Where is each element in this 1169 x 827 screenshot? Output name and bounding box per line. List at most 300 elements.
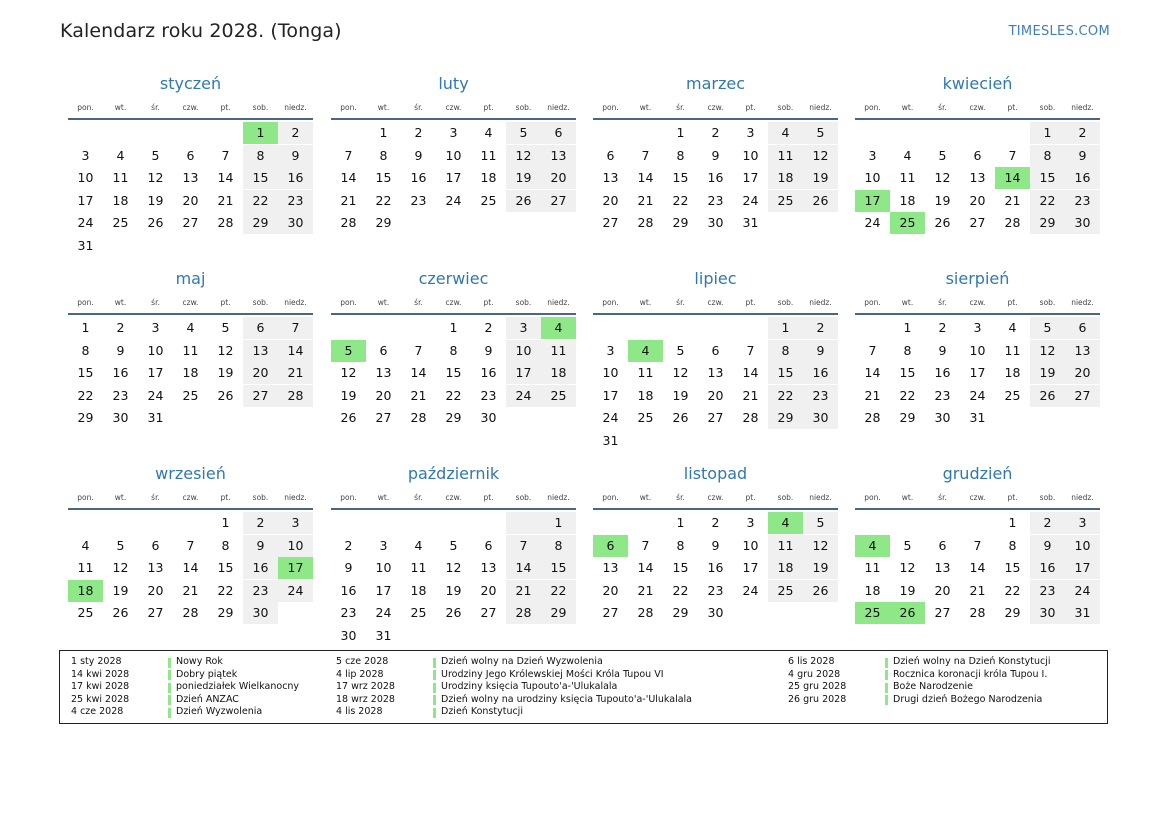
weekday-label: sob. — [515, 103, 532, 112]
weekday-label: wt. — [114, 103, 127, 112]
calendar-day: 29 — [243, 212, 278, 234]
calendar-day: 21 — [742, 387, 759, 403]
calendar-day: 1 — [541, 512, 576, 534]
calendar-day: 14 — [340, 170, 357, 185]
calendar-day: 8 — [541, 535, 576, 557]
week-row — [593, 122, 838, 144]
holiday-name: Nowy Rok — [176, 656, 223, 667]
calendar-day: 12 — [445, 560, 462, 575]
empty-day — [698, 317, 733, 339]
week-row — [855, 145, 1100, 167]
legend-column — [71, 656, 299, 719]
calendar-day: 23 — [803, 385, 838, 407]
legend-item — [788, 669, 1051, 682]
weekday-label: pon. — [602, 493, 619, 502]
calendar-day: 17 — [77, 192, 94, 208]
calendar-day: 11 — [864, 560, 881, 575]
calendar-day: 22 — [243, 190, 278, 212]
calendar-day: 20 — [602, 192, 619, 208]
weekday-label: czw. — [707, 493, 724, 502]
calendar-day: 1 — [1008, 515, 1017, 530]
month-name: marzec — [685, 74, 745, 93]
calendar-day: 4 — [414, 537, 423, 553]
calendar-day: 19 — [445, 582, 462, 598]
empty-day — [173, 407, 208, 429]
calendar-day: 17 — [742, 560, 759, 575]
calendar-day: 27 — [480, 605, 497, 620]
holiday-name: Boże Narodzenie — [893, 681, 973, 692]
calendar-day: 25 — [768, 580, 803, 602]
month-name: sierpień — [945, 269, 1010, 288]
weekday-header — [68, 488, 313, 510]
calendar-day: 2 — [1065, 122, 1100, 144]
weekday-label: niedz. — [284, 298, 307, 307]
week-row — [68, 317, 313, 339]
calendar-day: 24 — [147, 387, 164, 403]
month-name: listopad — [683, 464, 748, 483]
calendar-day: 23 — [112, 387, 129, 403]
month-days — [855, 512, 1100, 624]
month-days — [68, 317, 313, 429]
calendar-day: 12 — [803, 535, 838, 557]
empty-day — [1065, 407, 1100, 429]
week-row — [68, 362, 313, 384]
calendar-day: 9 — [803, 340, 838, 362]
calendar-day: 11 — [112, 170, 129, 185]
week-row — [68, 535, 313, 557]
weekday-label: czw. — [182, 493, 199, 502]
calendar-day: 28 — [637, 215, 654, 230]
calendar-day: 18 — [864, 582, 881, 598]
calendar-day: 16 — [278, 167, 313, 189]
empty-day — [803, 602, 838, 624]
calendar-day: 16 — [340, 582, 357, 598]
calendar-day: 14 — [637, 560, 654, 575]
calendar-day: 29 — [217, 605, 234, 620]
calendar-day: 20 — [182, 192, 199, 208]
calendar-day: 3 — [606, 342, 615, 358]
weekday-label: sob. — [252, 103, 269, 112]
holiday-date: 18 wrz 2028 — [336, 693, 395, 705]
calendar-day: 22 — [375, 192, 392, 208]
legend-column — [788, 656, 1051, 706]
week-row — [855, 340, 1100, 362]
empty-day — [663, 430, 698, 452]
week-row — [855, 167, 1100, 189]
calendar-day: 21 — [864, 387, 881, 403]
calendar-day: 11 — [637, 365, 654, 380]
weekday-header — [855, 488, 1100, 510]
weekday-label: śr. — [151, 103, 160, 112]
calendar-day: 25 — [112, 215, 129, 230]
calendar-day: 23 — [1065, 190, 1100, 212]
calendar-day: 26 — [112, 605, 129, 620]
weekday-label: pt. — [483, 298, 494, 307]
empty-day — [471, 512, 506, 534]
calendar-day: 26 — [340, 410, 357, 425]
calendar-day: 11 — [480, 147, 497, 163]
calendar-day: 5 — [803, 122, 838, 144]
calendar-day: 21 — [506, 580, 541, 602]
calendar-day: 15 — [1004, 560, 1021, 575]
calendar-day: 3 — [278, 512, 313, 534]
calendar-day: 22 — [672, 582, 689, 598]
holiday-name: Dzień wolny na Dzień Konstytucji — [893, 656, 1051, 667]
calendar-day: 30 — [1065, 212, 1100, 234]
calendar-day: 10 — [969, 342, 986, 358]
month-name: grudzień — [942, 464, 1013, 483]
weekday-label: niedz. — [809, 298, 832, 307]
week-row — [855, 122, 1100, 144]
calendar-day: 10 — [147, 342, 164, 358]
holiday-date: 26 gru 2028 — [788, 693, 847, 705]
week-row — [855, 362, 1100, 384]
weekday-label: pon. — [77, 493, 94, 502]
weekday-label: wt. — [639, 298, 652, 307]
calendar-day: 7 — [641, 147, 650, 163]
holiday-date: 25 gru 2028 — [788, 681, 847, 692]
calendar-day: 19 — [934, 192, 951, 208]
week-row — [331, 535, 576, 557]
calendar-day: 19 — [112, 582, 129, 598]
calendar-day: 8 — [676, 147, 685, 163]
calendar-day: 6 — [541, 122, 576, 144]
week-row — [855, 602, 1100, 624]
calendar-day: 29 — [899, 410, 916, 425]
calendar-day: 14 — [278, 340, 313, 362]
empty-day — [173, 235, 208, 257]
calendar-day: 11 — [541, 340, 576, 362]
holiday-marker — [885, 683, 888, 693]
weekday-label: czw. — [445, 103, 462, 112]
empty-day — [733, 317, 768, 339]
holiday-date: 14 kwi 2028 — [71, 668, 130, 680]
week-row — [855, 317, 1100, 339]
weekday-header — [855, 98, 1100, 120]
calendar-day: 26 — [803, 190, 838, 212]
empty-day — [401, 625, 436, 647]
calendar-day: 27 — [602, 605, 619, 620]
holiday-name: Dobry piątek — [176, 668, 238, 680]
calendar-day: 13 — [602, 560, 619, 575]
calendar-day: 28 — [217, 215, 234, 230]
holiday-marker — [885, 670, 888, 680]
calendar-day: 17 — [147, 365, 164, 380]
weekday-label: niedz. — [1071, 493, 1094, 502]
calendar-day: 12 — [672, 365, 689, 380]
holiday-date: 4 lis 2028 — [336, 706, 383, 717]
week-row — [68, 385, 313, 407]
brand-link[interactable]: TIMESLES.COM — [1008, 24, 1110, 39]
empty-day — [890, 512, 925, 534]
calendar-day: 10 — [506, 340, 541, 362]
weekday-label: pt. — [1007, 103, 1018, 112]
empty-day — [278, 602, 313, 624]
calendar-day: 6 — [606, 147, 615, 163]
calendar-day: 1 — [676, 125, 685, 140]
calendar-day: 11 — [768, 145, 803, 167]
week-row — [331, 212, 576, 234]
week-row — [331, 362, 576, 384]
weekday-label: pt. — [745, 298, 756, 307]
weekday-label: pon. — [864, 298, 881, 307]
holiday-day: 14 — [995, 167, 1030, 189]
legend-item — [336, 706, 692, 719]
calendar-day: 20 — [969, 192, 986, 208]
calendar-day: 8 — [1030, 145, 1065, 167]
week-row — [593, 385, 838, 407]
calendar-day: 7 — [414, 342, 423, 358]
calendar-day: 31 — [375, 627, 392, 643]
calendar-day: 21 — [969, 582, 986, 598]
holiday-day: 17 — [855, 190, 890, 212]
calendar-day: 21 — [637, 582, 654, 598]
holiday-name: Dzień ANZAC — [176, 693, 239, 705]
week-row — [855, 512, 1100, 534]
weekday-label: pon. — [77, 103, 94, 112]
calendar-day: 28 — [864, 410, 881, 425]
calendar-day: 16 — [707, 560, 724, 575]
empty-day — [803, 430, 838, 452]
empty-day — [331, 317, 366, 339]
calendar-day: 14 — [506, 557, 541, 579]
week-row — [593, 167, 838, 189]
calendar-day: 2 — [243, 512, 278, 534]
weekday-label: wt. — [377, 298, 390, 307]
calendar-day: 7 — [1008, 147, 1017, 163]
calendar-day: 8 — [768, 340, 803, 362]
calendar-day: 28 — [410, 410, 427, 425]
empty-day — [436, 512, 471, 534]
calendar-day: 7 — [221, 147, 230, 163]
calendar-day: 16 — [112, 365, 129, 380]
calendar-day: 29 — [672, 605, 689, 620]
week-row — [68, 122, 313, 144]
calendar-day: 5 — [221, 320, 230, 335]
empty-day — [506, 407, 541, 429]
empty-day — [541, 212, 576, 234]
calendar-day: 30 — [112, 410, 129, 425]
holiday-date: 4 lip 2028 — [336, 668, 384, 680]
legend-item — [336, 669, 692, 682]
legend-column — [336, 656, 692, 719]
empty-day — [593, 317, 628, 339]
holiday-day: 25 — [890, 212, 925, 234]
calendar-day: 27 — [1065, 385, 1100, 407]
week-row — [593, 145, 838, 167]
week-row — [855, 557, 1100, 579]
calendar-day: 18 — [768, 557, 803, 579]
calendar-day: 3 — [81, 147, 90, 163]
calendar-day: 2 — [803, 317, 838, 339]
calendar-day: 13 — [243, 340, 278, 362]
calendar-day: 18 — [112, 192, 129, 208]
calendar-day: 20 — [243, 362, 278, 384]
calendar-day: 18 — [480, 170, 497, 185]
holiday-marker — [433, 708, 436, 718]
calendar-day: 5 — [449, 537, 458, 553]
empty-day — [541, 407, 576, 429]
legend-item — [788, 694, 1051, 707]
calendar-day: 3 — [746, 125, 755, 140]
month-name: czerwiec — [418, 269, 489, 288]
calendar-day: 30 — [1030, 602, 1065, 624]
weekday-label: niedz. — [547, 298, 570, 307]
month-days — [331, 317, 576, 429]
calendar-day: 15 — [243, 167, 278, 189]
calendar-day: 27 — [969, 215, 986, 230]
week-row — [68, 190, 313, 212]
empty-day — [278, 235, 313, 257]
calendar-day: 8 — [81, 342, 90, 358]
week-row — [855, 535, 1100, 557]
weekday-label: wt. — [639, 103, 652, 112]
calendar-day: 20 — [707, 387, 724, 403]
empty-day — [278, 407, 313, 429]
week-row — [593, 557, 838, 579]
calendar-day: 20 — [480, 582, 497, 598]
holiday-marker — [168, 670, 171, 680]
calendar-day: 22 — [217, 582, 234, 598]
weekday-label: sob. — [777, 298, 794, 307]
calendar-day: 10 — [445, 147, 462, 163]
calendar-day: 31 — [1065, 602, 1100, 624]
weekday-label: śr. — [414, 103, 423, 112]
empty-day — [593, 512, 628, 534]
holiday-day: 4 — [855, 535, 890, 557]
calendar-day: 25 — [77, 605, 94, 620]
calendar-day: 6 — [186, 147, 195, 163]
legend-item — [71, 656, 299, 669]
calendar-day: 17 — [506, 362, 541, 384]
calendar-day: 4 — [903, 147, 912, 163]
calendar-day: 29 — [375, 215, 392, 230]
empty-day — [401, 317, 436, 339]
calendar-day: 30 — [803, 407, 838, 429]
weekday-label: pt. — [220, 298, 231, 307]
week-row — [331, 145, 576, 167]
week-row — [68, 145, 313, 167]
calendar-day: 8 — [379, 147, 388, 163]
calendar-day: 14 — [217, 170, 234, 185]
calendar-day: 29 — [1030, 212, 1065, 234]
calendar-day: 7 — [868, 342, 877, 358]
calendar-day: 8 — [221, 537, 230, 553]
calendar-day: 13 — [480, 560, 497, 575]
empty-day — [506, 625, 541, 647]
empty-day — [698, 430, 733, 452]
empty-day — [593, 122, 628, 144]
calendar-day: 29 — [445, 410, 462, 425]
week-row — [331, 167, 576, 189]
weekday-label: śr. — [151, 493, 160, 502]
month-days — [593, 122, 838, 234]
calendar-day: 9 — [243, 535, 278, 557]
calendar-day: 22 — [899, 387, 916, 403]
calendar-day: 26 — [217, 387, 234, 403]
calendar-day: 8 — [903, 342, 912, 358]
week-row — [593, 340, 838, 362]
calendar-day: 24 — [506, 385, 541, 407]
calendar-day: 27 — [541, 190, 576, 212]
empty-day — [733, 602, 768, 624]
legend-item — [71, 694, 299, 707]
holiday-marker — [168, 708, 171, 718]
calendar-day: 18 — [1004, 365, 1021, 380]
calendar-day: 3 — [868, 147, 877, 163]
calendar-day: 15 — [375, 170, 392, 185]
calendar-day: 5 — [903, 537, 912, 553]
week-row — [593, 512, 838, 534]
empty-day — [138, 235, 173, 257]
calendar-day: 1 — [1030, 122, 1065, 144]
weekday-label: pt. — [220, 493, 231, 502]
calendar-day: 6 — [484, 537, 493, 553]
calendar-day: 8 — [449, 342, 458, 358]
calendar-day: 19 — [217, 365, 234, 380]
week-row — [331, 317, 576, 339]
holiday-marker — [433, 670, 436, 680]
week-row — [331, 190, 576, 212]
holiday-date: 4 cze 2028 — [71, 706, 124, 717]
holiday-name: Dzień Konstytucji — [441, 706, 523, 717]
weekday-label: pon. — [864, 493, 881, 502]
week-row — [331, 557, 576, 579]
calendar-day: 15 — [445, 365, 462, 380]
calendar-day: 2 — [484, 320, 493, 335]
calendar-day: 28 — [637, 605, 654, 620]
weekday-header — [68, 98, 313, 120]
calendar-day: 14 — [864, 365, 881, 380]
weekday-label: niedz. — [284, 493, 307, 502]
empty-day — [628, 317, 663, 339]
calendar-day: 18 — [410, 582, 427, 598]
week-row — [68, 580, 313, 602]
calendar-day: 20 — [934, 582, 951, 598]
empty-day — [243, 407, 278, 429]
weekday-label: czw. — [969, 103, 986, 112]
calendar-day: 22 — [445, 387, 462, 403]
holiday-marker — [433, 683, 436, 693]
calendar-day: 3 — [746, 515, 755, 530]
holiday-day: 5 — [331, 340, 366, 362]
holiday-day: 17 — [278, 557, 313, 579]
empty-day — [995, 122, 1030, 144]
empty-day — [628, 512, 663, 534]
weekday-label: wt. — [639, 493, 652, 502]
weekday-label: sob. — [777, 103, 794, 112]
month-calendar — [331, 268, 576, 430]
calendar-day: 24 — [864, 215, 881, 230]
week-row — [855, 407, 1100, 429]
week-row — [68, 407, 313, 429]
calendar-day: 9 — [414, 147, 423, 163]
calendar-day: 22 — [672, 192, 689, 208]
calendar-day: 9 — [938, 342, 947, 358]
calendar-day: 7 — [506, 535, 541, 557]
calendar-day: 21 — [637, 192, 654, 208]
holiday-marker — [885, 658, 888, 668]
calendar-day: 31 — [77, 237, 94, 253]
weekday-header — [593, 293, 838, 315]
calendar-day: 13 — [182, 170, 199, 185]
calendar-day: 14 — [182, 560, 199, 575]
week-row — [855, 580, 1100, 602]
calendar-day: 22 — [768, 385, 803, 407]
calendar-day: 20 — [602, 582, 619, 598]
calendar-day: 7 — [746, 342, 755, 358]
month-name: lipiec — [694, 269, 737, 288]
